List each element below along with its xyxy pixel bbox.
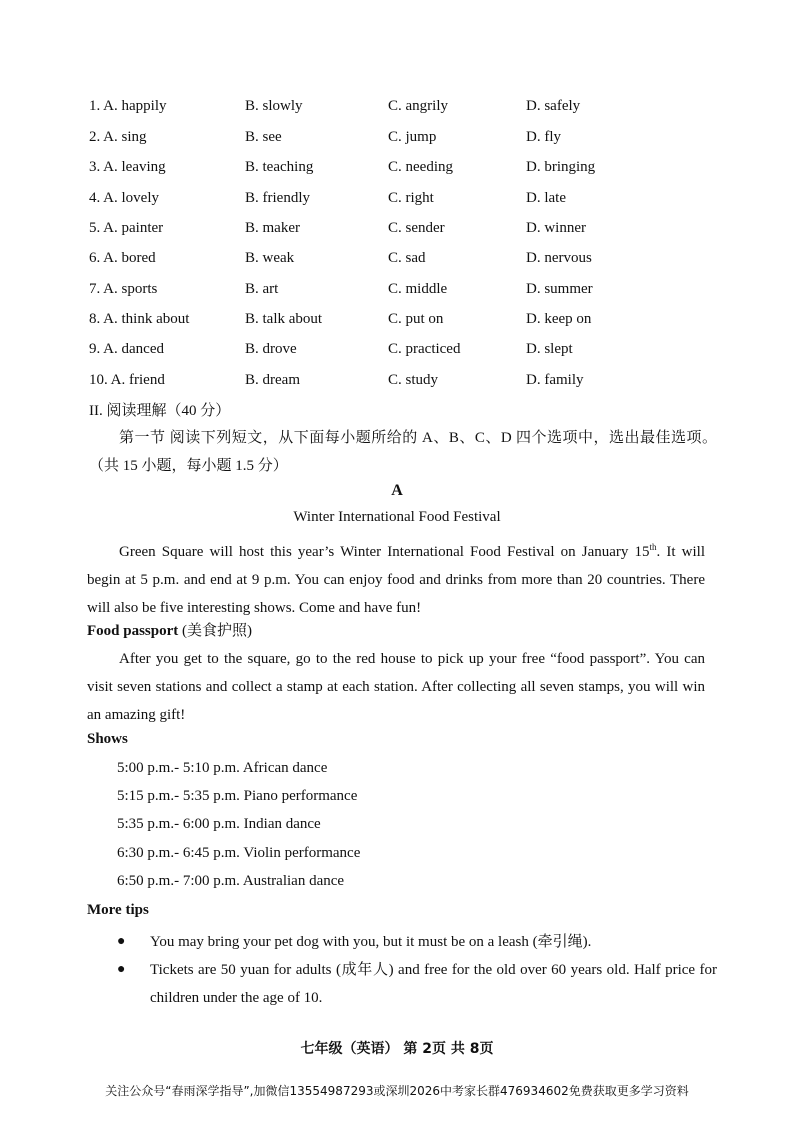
option-d: D. safely bbox=[526, 98, 581, 114]
bullet-icon: ● bbox=[117, 934, 126, 949]
option-b: B. teaching bbox=[245, 159, 314, 175]
food-passport-text: After you get to the square, go to the red house to pick up your free “food passport”. You can visit seven stations and collect a stamp at each station. After collecting all seven stamps, you will win an amazing gift! bbox=[87, 651, 705, 723]
option-b: B. dream bbox=[245, 372, 300, 388]
intro-superscript: th bbox=[649, 542, 657, 552]
option-c: C. needing bbox=[388, 159, 453, 175]
option-b: B. talk about bbox=[245, 311, 323, 327]
option-d: D. bringing bbox=[526, 159, 596, 175]
option-a: 4. A. lovely bbox=[89, 190, 159, 206]
option-c: C. angrily bbox=[388, 98, 448, 114]
option-a: 10. A. friend bbox=[89, 372, 165, 388]
option-a: 6. A. bored bbox=[89, 250, 156, 266]
option-d: D. family bbox=[526, 372, 584, 388]
intro-text: Green Square will host this year’s Winter International Food Festival on January 15 bbox=[119, 544, 650, 560]
option-a: 9. A. danced bbox=[89, 341, 164, 357]
intro-text-rest: . It will begin at 5 p.m. and end at 9 p.m. You can enjoy food and drinks from more than 20 countries. There will also be five interesting shows. Come and have fun! bbox=[87, 544, 705, 616]
option-row bbox=[0, 311, 794, 333]
option-a: 7. A. sports bbox=[89, 281, 158, 297]
option-d: D. fly bbox=[526, 129, 561, 145]
option-row bbox=[0, 220, 794, 242]
tip-item bbox=[117, 956, 717, 1012]
passage-letter: A bbox=[391, 482, 403, 499]
tip-text: Tickets are 50 yuan for adults (成年人) and free for the old over 60 years old. Half price for children under the age of 10. bbox=[150, 962, 717, 1006]
show-item: 5:00 p.m.- 5:10 p.m. African dance bbox=[117, 760, 328, 776]
option-a: 3. A. leaving bbox=[89, 159, 166, 175]
option-row bbox=[0, 190, 794, 212]
option-c: C. jump bbox=[388, 129, 437, 145]
option-b: B. friendly bbox=[245, 190, 310, 206]
section-title: II. 阅读理解（40 分） bbox=[89, 403, 231, 419]
passage-intro bbox=[87, 533, 705, 622]
show-item: 5:35 p.m.- 6:00 p.m. Indian dance bbox=[117, 816, 321, 832]
option-row bbox=[0, 372, 794, 394]
option-c: C. middle bbox=[388, 281, 448, 297]
option-d: D. nervous bbox=[526, 250, 592, 266]
option-a: 8. A. think about bbox=[89, 311, 190, 327]
option-b: B. slowly bbox=[245, 98, 303, 114]
option-a: 2. A. sing bbox=[89, 129, 147, 145]
option-c: C. study bbox=[388, 372, 439, 388]
tip-text: You may bring your pet dog with you, but it must be on a leash (牵引绳). bbox=[150, 934, 592, 950]
option-row bbox=[0, 281, 794, 303]
tip-item bbox=[117, 928, 717, 956]
option-d: D. keep on bbox=[526, 311, 592, 327]
food-passport-heading-bold: Food passport bbox=[87, 623, 179, 639]
option-c: C. right bbox=[388, 190, 434, 206]
option-b: B. maker bbox=[245, 220, 300, 236]
more-tips-heading: More tips bbox=[87, 902, 149, 918]
option-b: B. weak bbox=[245, 250, 295, 266]
option-b: B. art bbox=[245, 281, 279, 297]
food-passport-heading-note: (美食护照) bbox=[178, 623, 253, 639]
option-row bbox=[0, 341, 794, 363]
option-b: B. drove bbox=[245, 341, 297, 357]
option-a: 1. A. happily bbox=[89, 98, 167, 114]
show-item: 6:30 p.m.- 6:45 p.m. Violin performance bbox=[117, 845, 361, 861]
show-item: 5:15 p.m.- 5:35 p.m. Piano performance bbox=[117, 788, 358, 804]
option-d: D. late bbox=[526, 190, 566, 206]
option-d: D. winner bbox=[526, 220, 586, 236]
option-row bbox=[0, 159, 794, 181]
page-footer: 七年级（英语） 第 2页 共 8页 bbox=[300, 1041, 494, 1057]
option-d: D. slept bbox=[526, 341, 573, 357]
option-d: D. summer bbox=[526, 281, 593, 297]
passage-title: Winter International Food Festival bbox=[293, 509, 501, 525]
section-instruction: 第一节 阅读下列短文，从下面每小题所给的 A、B、C、D 四个选项中，选出最佳选项。（共 15 小题，每小题 1.5 分） bbox=[89, 430, 717, 474]
bullet-icon: ● bbox=[117, 962, 126, 977]
option-a: 5. A. painter bbox=[89, 220, 164, 236]
option-c: C. sender bbox=[388, 220, 445, 236]
option-row bbox=[0, 250, 794, 272]
option-c: C. practiced bbox=[388, 341, 461, 357]
option-row bbox=[0, 129, 794, 151]
option-c: C. put on bbox=[388, 311, 444, 327]
show-item: 6:50 p.m.- 7:00 p.m. Australian dance bbox=[117, 873, 345, 889]
option-c: C. sad bbox=[388, 250, 426, 266]
option-b: B. see bbox=[245, 129, 282, 145]
food-passport-heading bbox=[87, 619, 252, 640]
option-row bbox=[0, 98, 794, 120]
shows-heading: Shows bbox=[87, 731, 128, 747]
promo-notice: 关注公众号“春雨深学指导”,加微信13554987293或深圳2026中考家长群476934602免费获取更多学习资料 bbox=[105, 1084, 689, 1098]
